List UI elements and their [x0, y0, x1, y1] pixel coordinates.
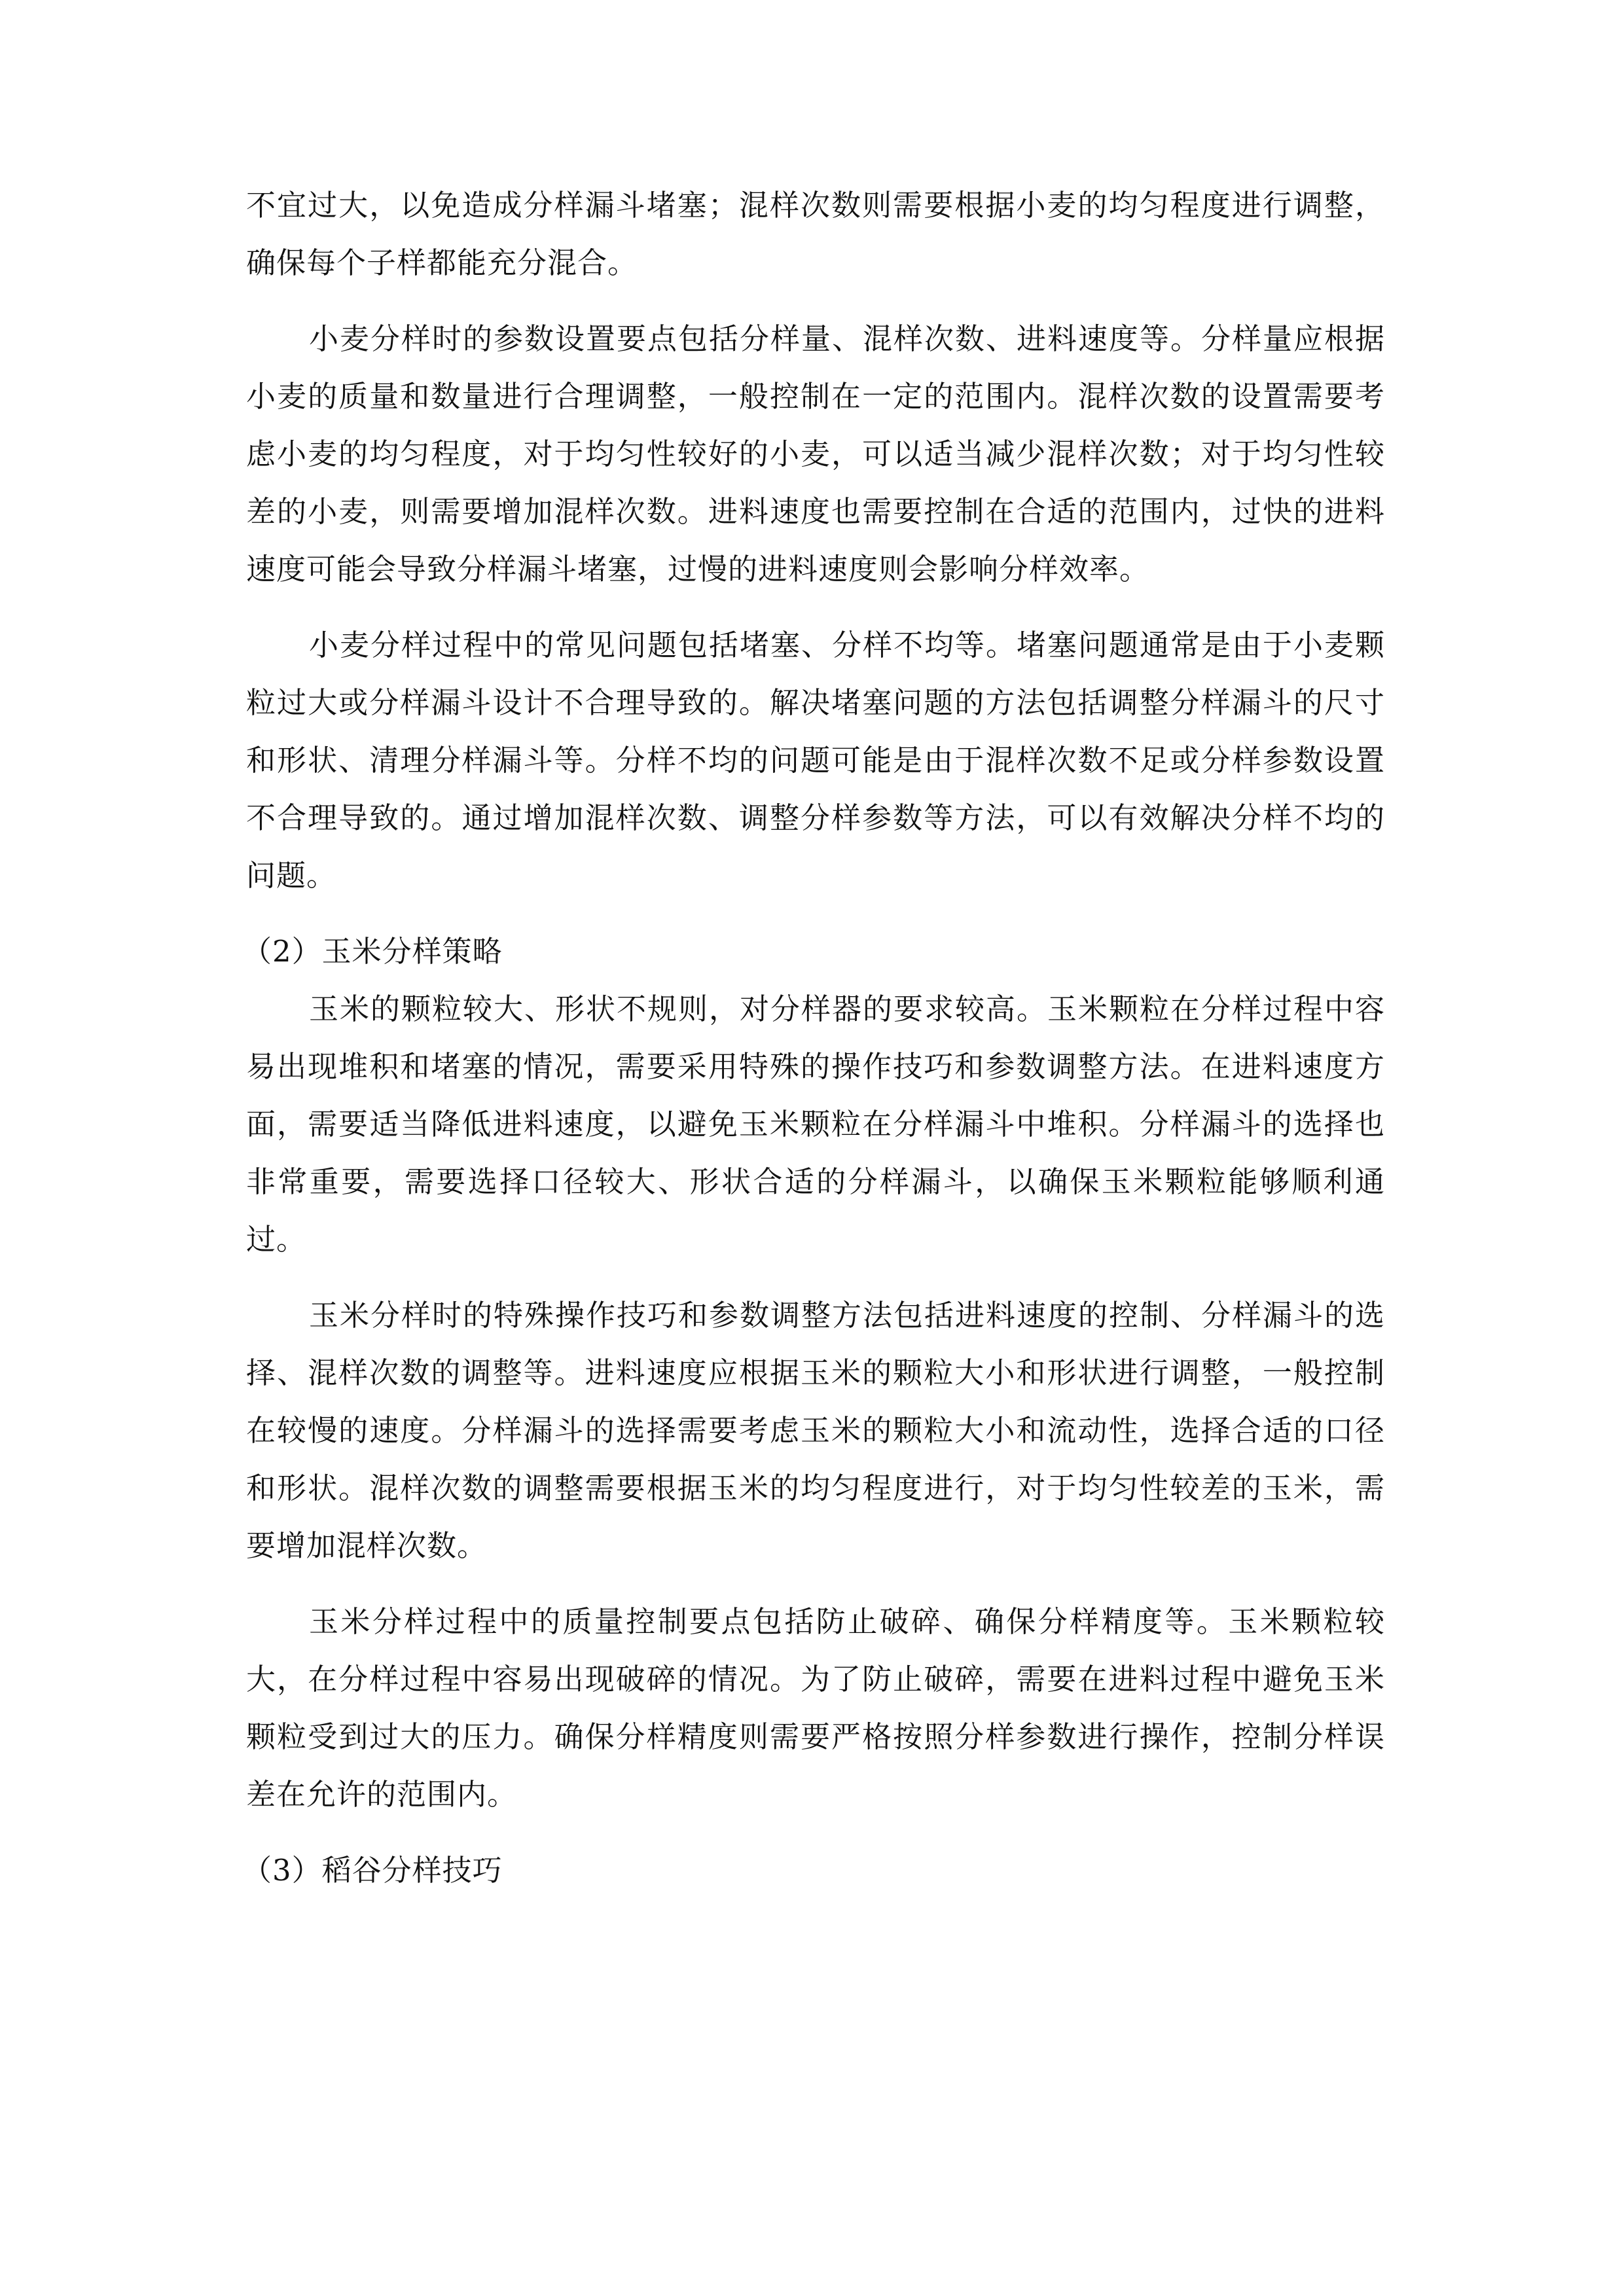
- paragraph-wheat-parameters: 小麦分样时的参数设置要点包括分样量、混样次数、进料速度等。分样量应根据小麦的质量和数量进行合理调整，一般控制在一定的范围内。混样次数的设置需要考虑小麦的均匀程度，对于均匀性较好的小麦，可以适当减少混样次数；对于均匀性较差的小麦，则需要增加混样次数。进料速度也需要控制在合适的范围内，过快的进料速度可能会导致分样漏斗堵塞，过慢的进料速度则会影响分样效率。: [246, 321, 1385, 586]
- document-body: [242, 177, 1385, 1899]
- paragraph-wheat-continuation: 不宜过大，以免造成分样漏斗堵塞；混样次数则需要根据小麦的均匀程度进行调整，确保每个子样都能充分混合。: [246, 188, 1385, 280]
- section-heading-rice: （3）稻谷分样技巧: [242, 1853, 503, 1888]
- paragraph-wheat-problems: 小麦分样过程中的常见问题包括堵塞、分样不均等。堵塞问题通常是由于小麦颗粒过大或分样漏斗设计不合理导致的。解决堵塞问题的方法包括调整分样漏斗的尺寸和形状、清理分样漏斗等。分样不均的问题可能是由于混样次数不足或分样参数设置不合理导致的。通过增加混样次数、调整分样参数等方法，可以有效解决分样不均的问题。: [246, 628, 1385, 893]
- paragraph-corn-quality: 玉米分样过程中的质量控制要点包括防止破碎、确保分样精度等。玉米颗粒较大，在分样过程中容易出现破碎的情况。为了防止破碎，需要在进料过程中避免玉米颗粒受到过大的压力。确保分样精度则需要严格按照分样参数进行操作，控制分样误差在允许的范围内。: [246, 1604, 1385, 1812]
- section-heading-corn: （2）玉米分样策略: [242, 934, 503, 969]
- paragraph-corn-techniques: 玉米分样时的特殊操作技巧和参数调整方法包括进料速度的控制、分样漏斗的选择、混样次数的调整等。进料速度应根据玉米的颗粒大小和形状进行调整，一般控制在较慢的速度。分样漏斗的选择需要考虑玉米的颗粒大小和流动性，选择合适的口径和形状。混样次数的调整需要根据玉米的均匀程度进行，对于均匀性较差的玉米，需要增加混样次数。: [246, 1298, 1385, 1563]
- paragraph-corn-overview: 玉米的颗粒较大、形状不规则，对分样器的要求较高。玉米颗粒在分样过程中容易出现堆积和堵塞的情况，需要采用特殊的操作技巧和参数调整方法。在进料速度方面，需要适当降低进料速度，以避免玉米颗粒在分样漏斗中堆积。分样漏斗的选择也非常重要，需要选择口径较大、形状合适的分样漏斗，以确保玉米颗粒能够顺利通过。: [246, 992, 1385, 1257]
